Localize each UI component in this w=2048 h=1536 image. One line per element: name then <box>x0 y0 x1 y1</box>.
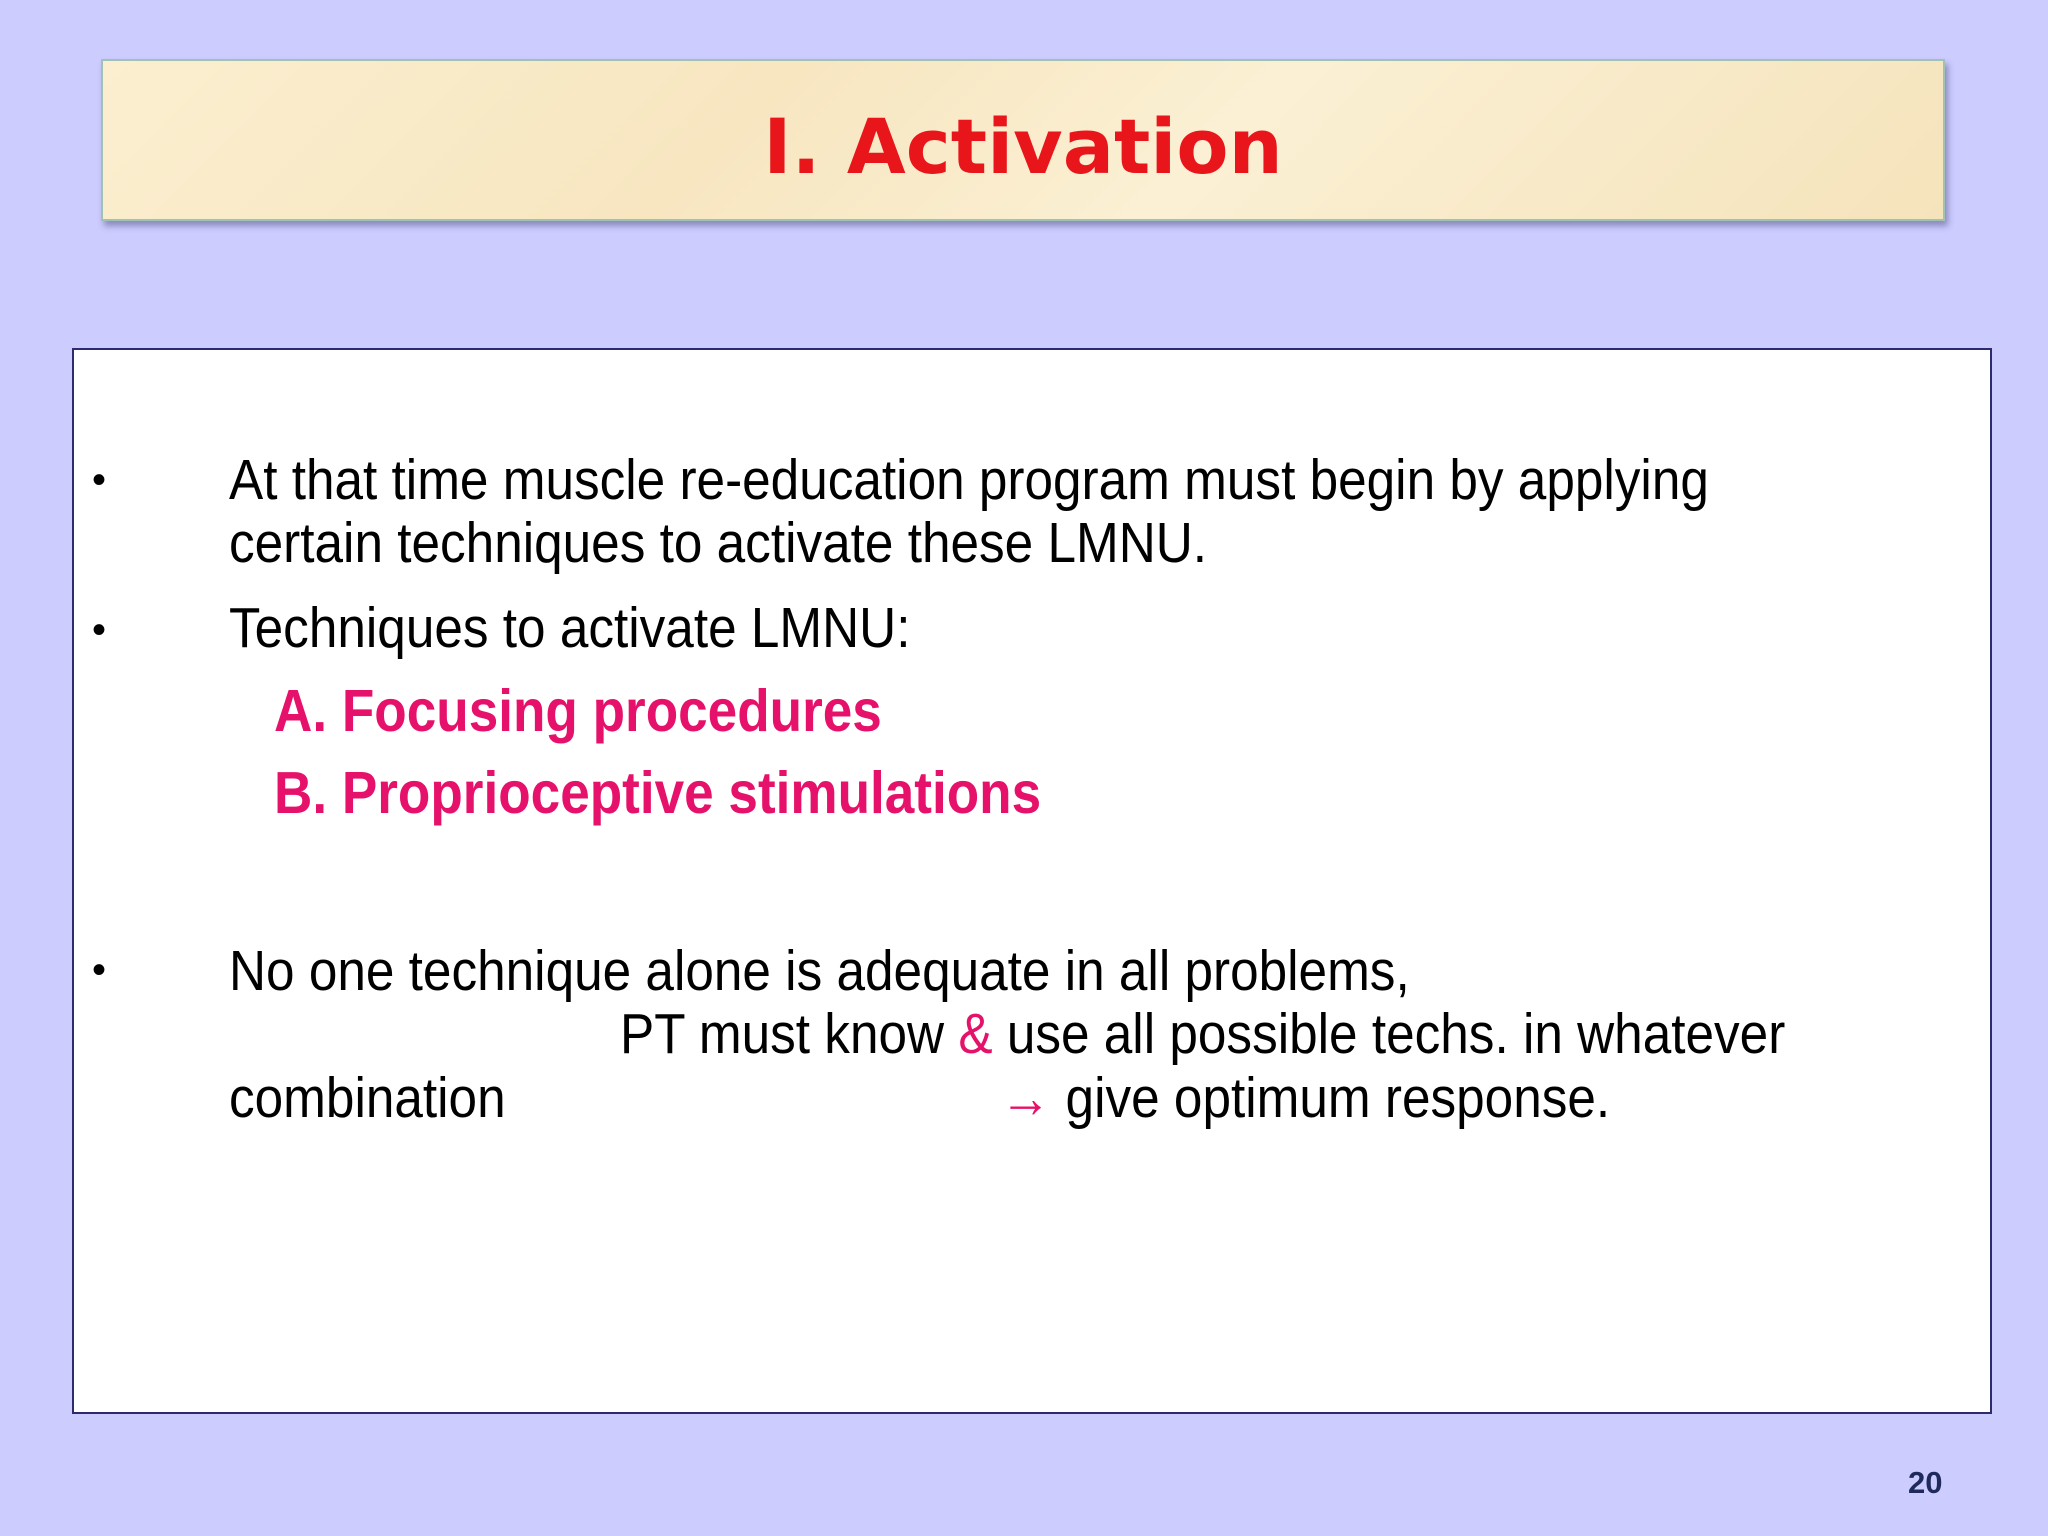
bullet-3-line-2-start: PT must know <box>620 1002 945 1066</box>
bullet-marker-1: • <box>92 458 107 502</box>
bullet-3-line-3-end <box>1000 1066 1611 1130</box>
bullet-3-line-2 <box>620 1002 1786 1066</box>
bullet-3-line-1: No one technique alone is adequate in all problems, <box>229 939 1410 1003</box>
bullet-3-line-3-text: give optimum response. <box>1065 1066 1611 1130</box>
bullet-3-line-3-start: combination <box>229 1066 506 1130</box>
bullet-1-line-2: certain techniques to activate these LMNU. <box>229 511 1208 575</box>
ampersand: & <box>958 1002 993 1066</box>
sub-item-proprioceptive: B. Proprioceptive stimulations <box>274 760 1042 826</box>
slide-title: I. Activation <box>763 101 1283 191</box>
arrow-icon: → <box>1000 1066 1052 1130</box>
bullet-3-line-2-end: use all possible techs. in whatever <box>1006 1002 1786 1066</box>
sub-item-focusing: A. Focusing procedures <box>274 678 882 744</box>
page-number: 20 <box>1908 1465 1943 1500</box>
bullet-marker-2: • <box>92 608 107 652</box>
bullet-2-text: Techniques to activate LMNU: <box>229 596 911 660</box>
bullet-1-line-1: At that time muscle re-education program must begin by applying <box>229 448 1709 512</box>
title-banner <box>101 59 1945 221</box>
bullet-marker-3: • <box>92 948 107 992</box>
